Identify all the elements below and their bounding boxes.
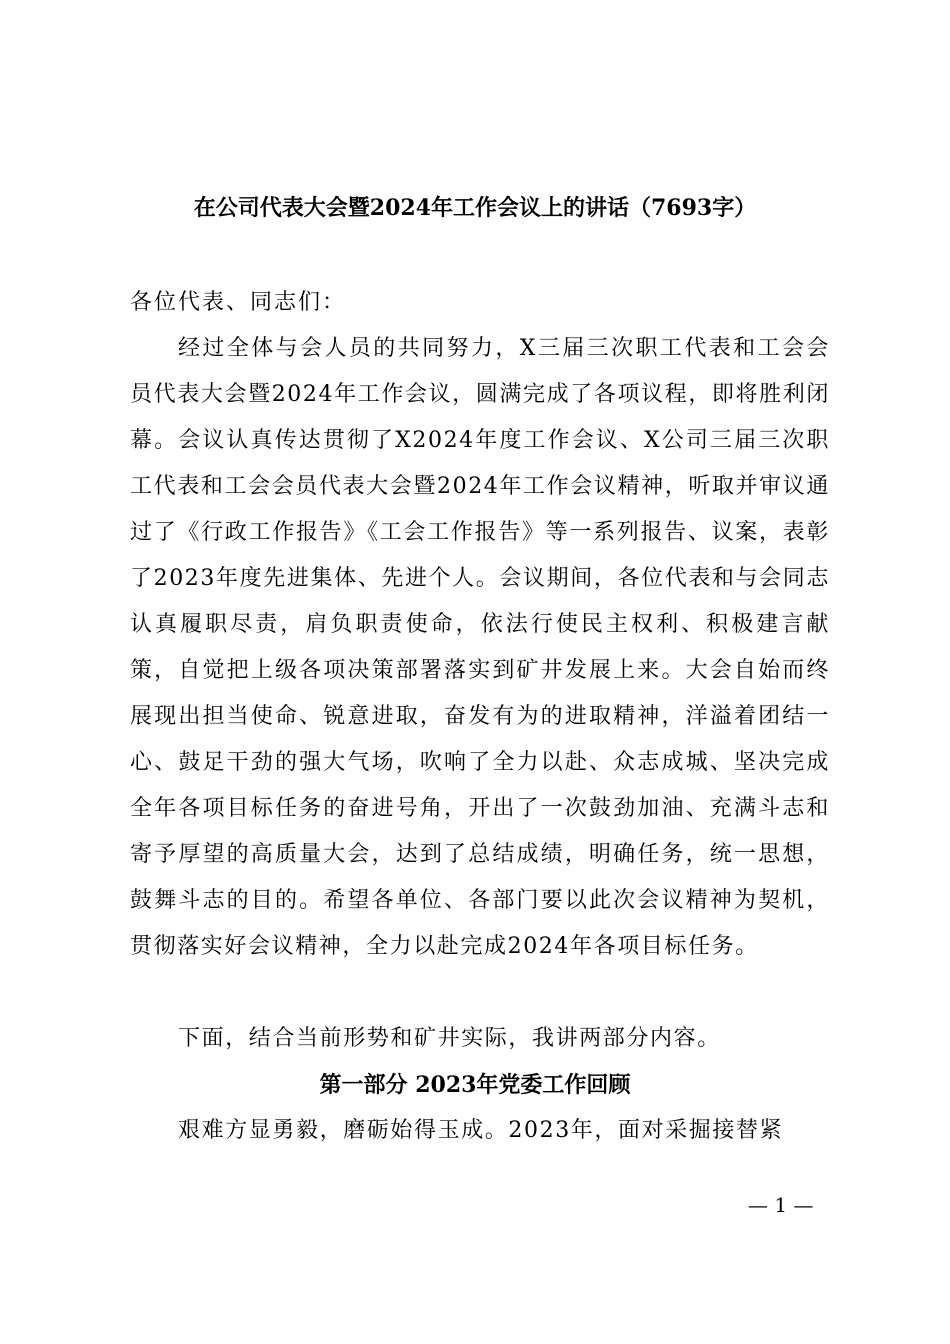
body-paragraph-2: 下面，结合当前形势和矿井实际，我讲两部分内容。 (178, 1026, 721, 1051)
document-title: 在公司代表大会暨2024年工作会议上的讲话（7693字） (193, 195, 757, 221)
section-heading: 第一部分 2023年党委工作回顾 (319, 1072, 631, 1098)
salutation: 各位代表、同志们： (130, 290, 347, 315)
page-number: — 1 — (748, 1193, 814, 1217)
section-paragraph: 艰难方显勇毅，磨砺始得玉成。2023年，面对采掘接替紧 (178, 1118, 784, 1143)
body-paragraph-1: 经过全体与会人员的共同努力，X三届三次职工代表和工会会员代表大会暨2024年工作会议，圆满完成了各项议程，即将胜利闭幕。会议认真传达贯彻了X2024年度工作会议、X公司三届三次职工代表和工会会员代表大会暨2024年工作会议精神，听取并审议通过了《行政工作报告》《工会工作报告》等一系列报告、议案，表彰了2023年度先进集体、先进个人。会议期间，各位代表和与会同志认真履职尽责，肩负职责使命，依法行使民主权利、积极建言献策，自觉把上级各项决策部署落实到矿井发展上来。大会自始而终展现出担当使命、锐意进取，奋发有为的进取精神，洋溢着团结一心、鼓足干劲的强大气场，吹响了全力以赴、众志成城、坚决完成全年各项目标任务的奋进号角，开出了一次鼓劲加油、充满斗志和寄予厚望的高质量大会，达到了总结成绩，明确任务，统一思想，鼓舞斗志的目的。希望各单位、各部门要以此次会议精神为契机，贯彻落实好会议精神，全力以赴完成2024年各项目标任务。 (130, 336, 830, 959)
